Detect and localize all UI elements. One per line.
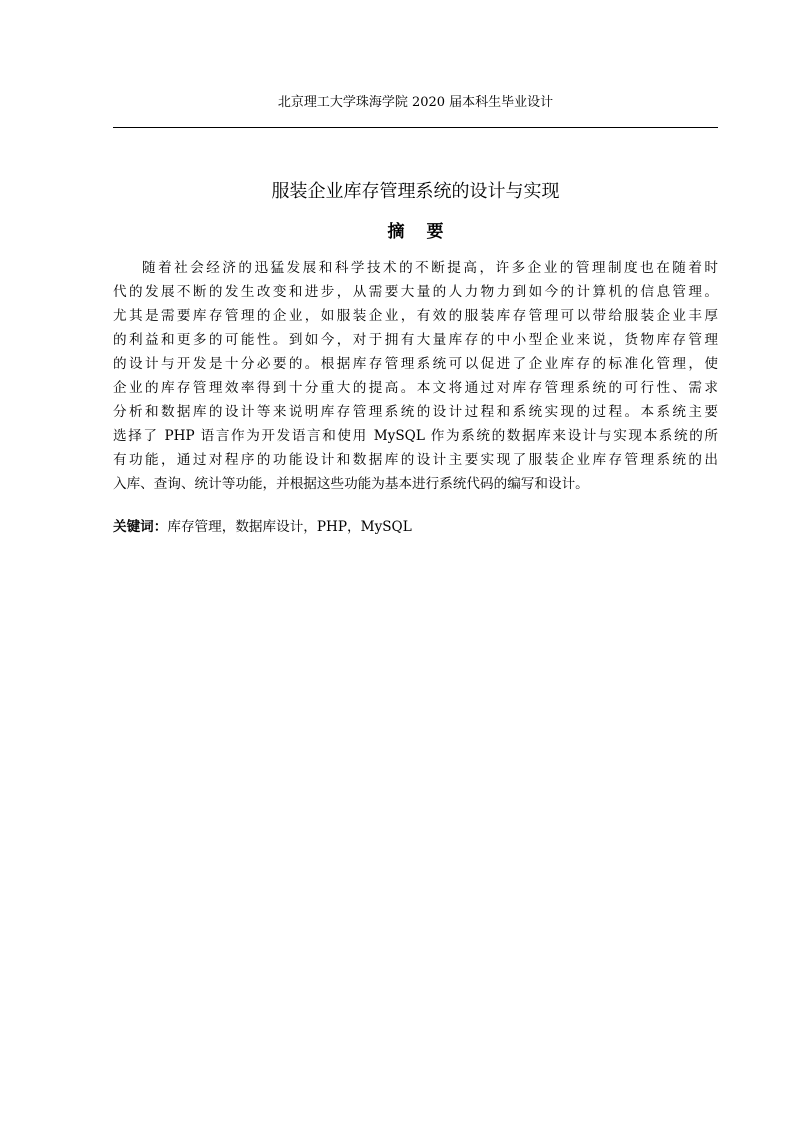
abstract-line: 入库、查询、统计等功能，并根据这些功能为基本进行系统代码的编写和设计。: [113, 476, 589, 492]
abstract-line: 企业的库存管理效率得到十分重大的提高。本文将通过对库存管理系统的可行性、需求: [113, 380, 718, 396]
keywords-value: 库存管理，数据库设计，PHP，MySQL: [167, 519, 412, 535]
keywords-label: 关键词：: [113, 519, 168, 535]
abstract-heading: 摘要: [387, 222, 466, 242]
abstract-line: 尤其是需要库存管理的企业，如服装企业，有效的服装库存管理可以带给服装企业丰厚: [113, 308, 718, 324]
abstract-line: 分析和数据库的设计等来说明库存管理系统的设计过程和系统实现的过程。本系统主要: [113, 404, 718, 420]
abstract-line: 的利益和更多的可能性。到如今，对于拥有大量库存的中小型企业来说，货物库存管理: [113, 332, 718, 348]
abstract-line: 的设计与开发是十分必要的。根据库存管理系统可以促进了企业库存的标准化管理，使: [113, 356, 718, 372]
abstract-line: 选择了 PHP 语言作为开发语言和使用 MySQL 作为系统的数据库来设计与实现本系统的所: [113, 428, 718, 444]
keywords-line: [113, 515, 718, 539]
abstract-line: 有功能，通过对程序的功能设计和数据库的设计主要实现了服装企业库存管理系统的出: [113, 452, 718, 468]
header-divider: [113, 127, 718, 128]
running-header: 北京理工大学珠海学院 2020 届本科生毕业设计: [277, 95, 554, 110]
abstract-body: [113, 256, 718, 496]
abstract-line: 随着社会经济的迅猛发展和科学技术的不断提高，许多企业的管理制度也在随着时: [142, 260, 718, 276]
thesis-title: 服装企业库存管理系统的设计与实现: [271, 181, 560, 202]
abstract-line: 代的发展不断的发生改变和进步，从需要大量的人力物力到如今的计算机的信息管理。: [113, 284, 718, 300]
